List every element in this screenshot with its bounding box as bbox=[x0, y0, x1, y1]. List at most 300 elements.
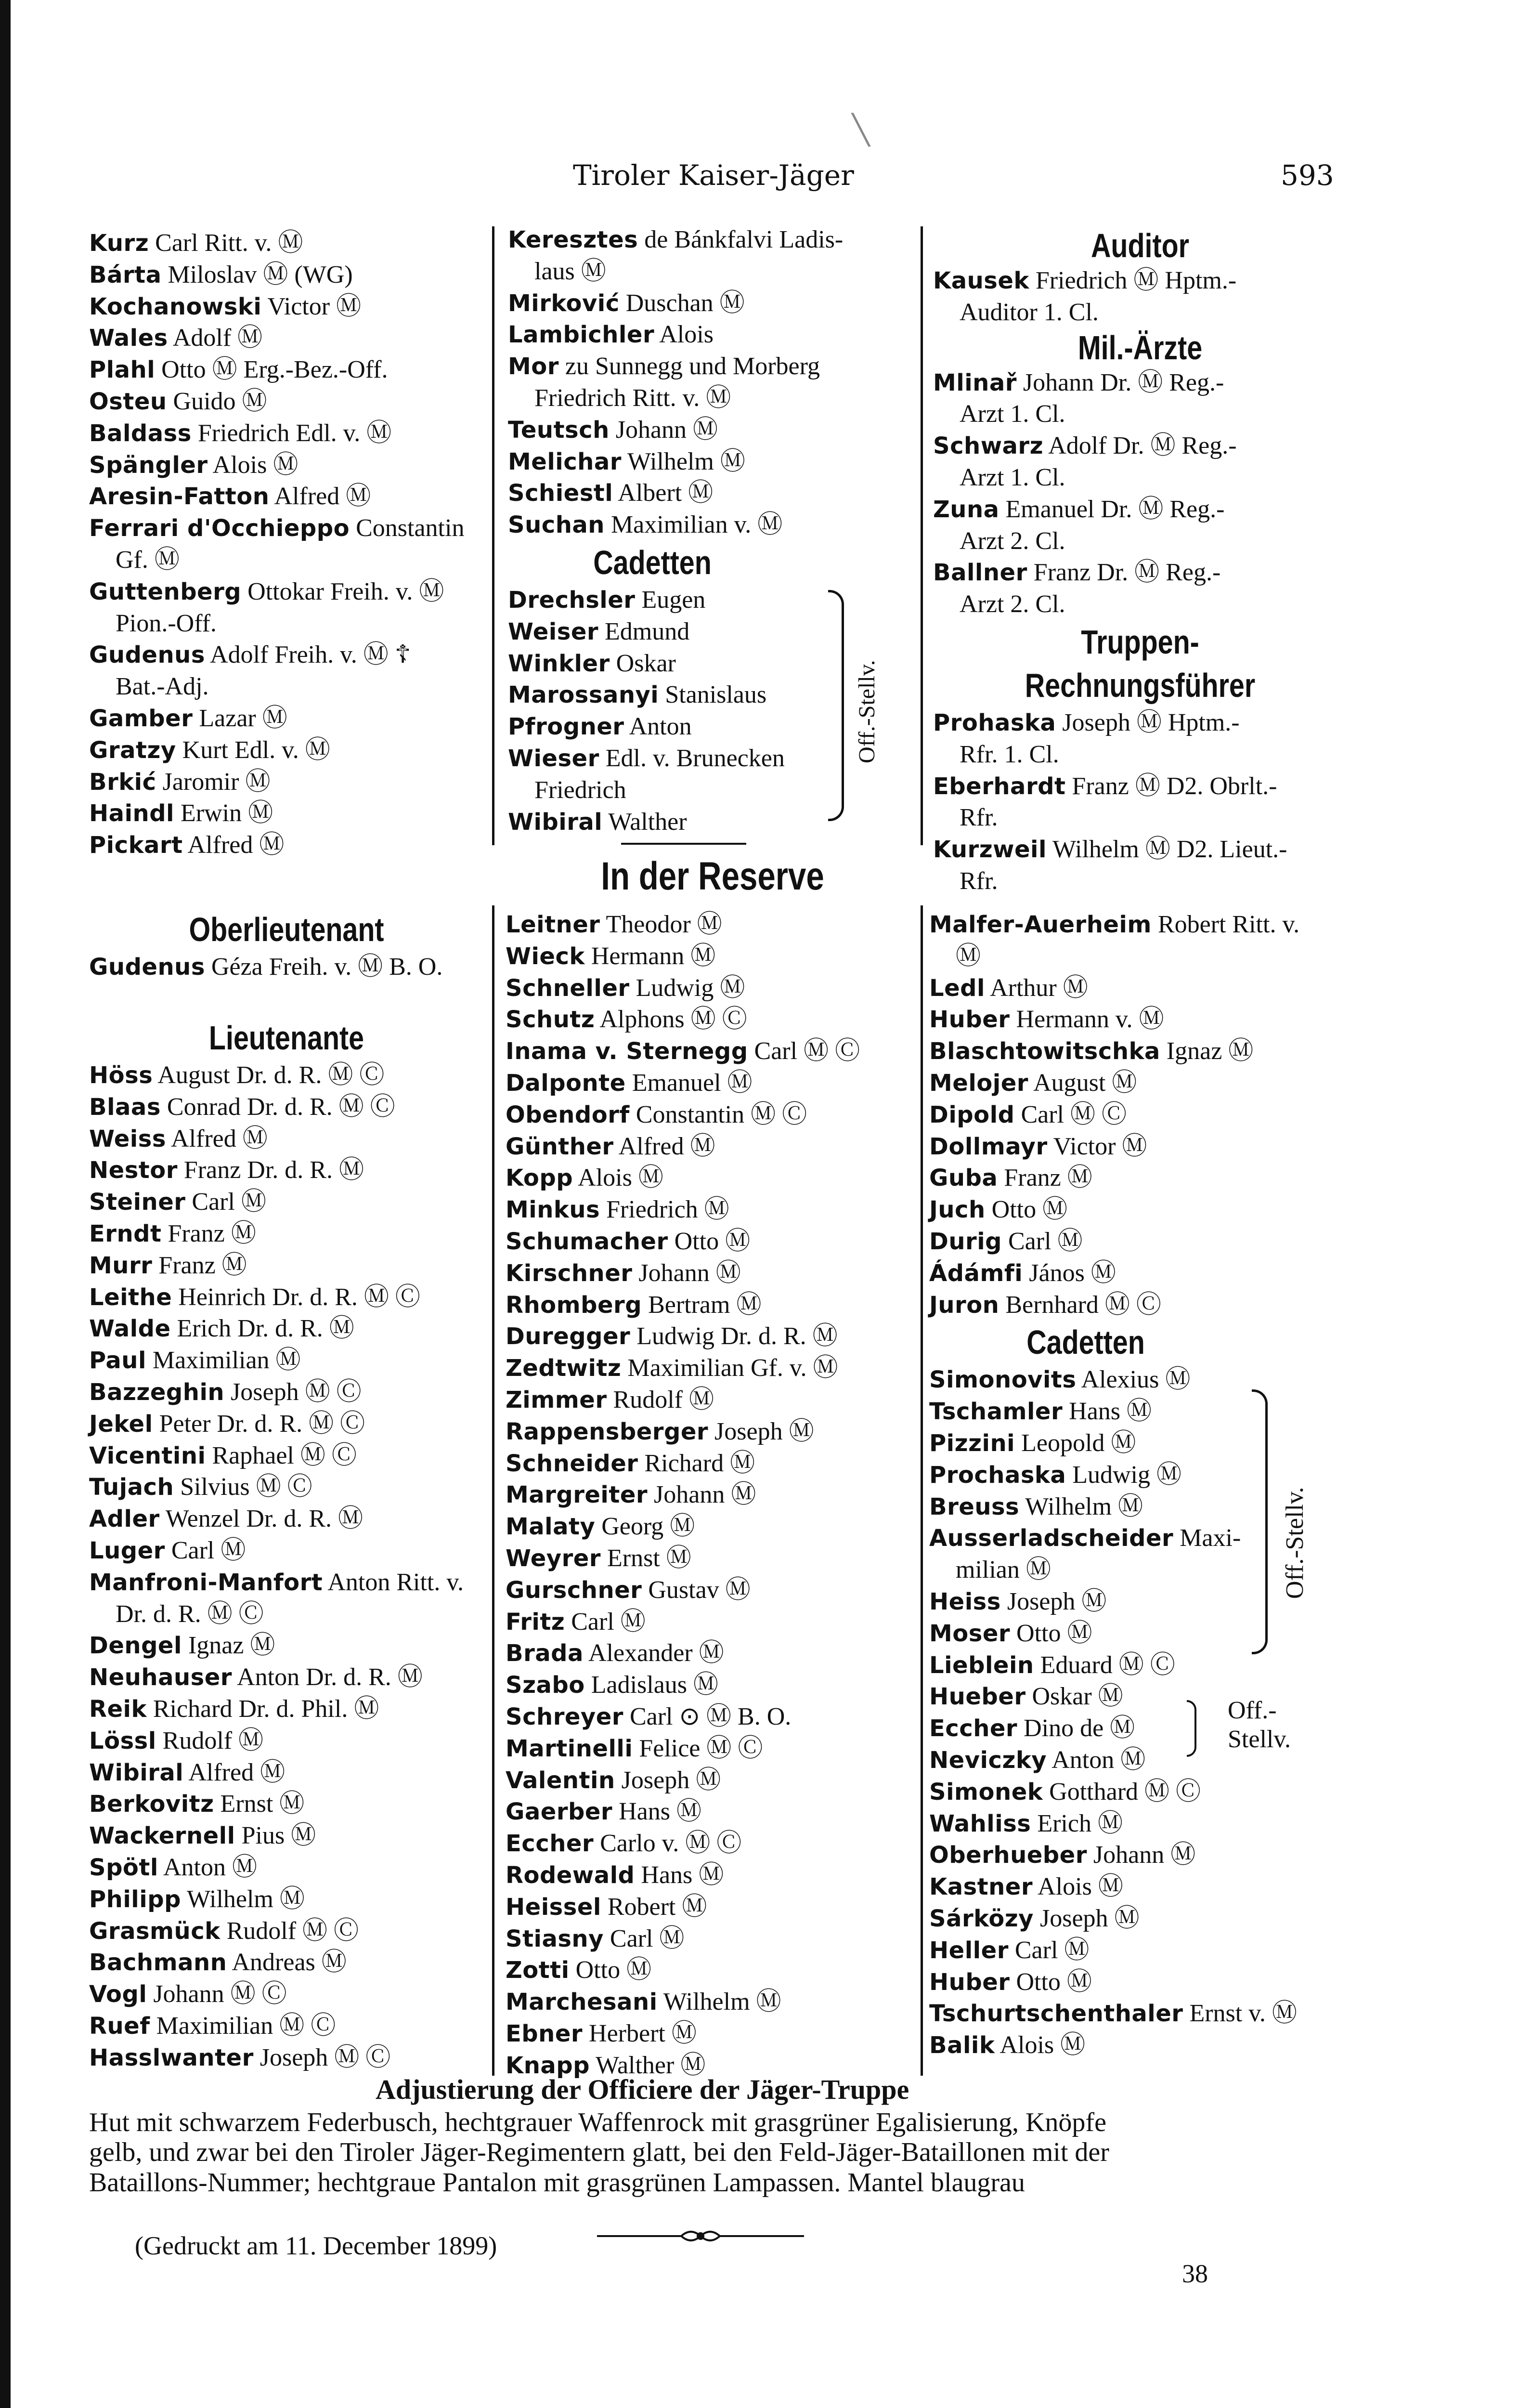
entry-detail: Franz Ⓜ bbox=[161, 1219, 256, 1247]
footer-line-1: Hut mit schwarzem Federbusch, hechtgrauer Waffenrock mit grasgrüner Egalisierung, Knöpfe bbox=[89, 2107, 1106, 2137]
surname: Martinelli bbox=[506, 1735, 633, 1762]
list-item bbox=[929, 1649, 1353, 1681]
list-item bbox=[89, 766, 484, 798]
surname: Juch bbox=[929, 1196, 986, 1224]
entry-detail: Hermann Ⓜ bbox=[584, 942, 716, 970]
entry-detail: Adolf Dr. Ⓜ Reg.- bbox=[1043, 432, 1237, 460]
list-item bbox=[506, 1035, 929, 1067]
surname: Valentin bbox=[506, 1767, 615, 1794]
list-item bbox=[89, 1345, 484, 1376]
surname: Vogl bbox=[89, 1981, 147, 2008]
surname: Winkler bbox=[508, 650, 610, 677]
list-item bbox=[929, 1935, 1353, 1966]
surname: Huber bbox=[929, 1006, 1010, 1034]
list-item bbox=[929, 1162, 1353, 1194]
surname: Wahliss bbox=[929, 1810, 1031, 1837]
list-item bbox=[929, 1226, 1353, 1257]
column-1-lieutenante bbox=[89, 1016, 484, 2074]
list-item bbox=[506, 1321, 929, 1352]
entry-detail: Franz Dr. Ⓜ Reg.- bbox=[1027, 559, 1221, 587]
list-item bbox=[89, 1186, 484, 1218]
entry-detail: Carl Ⓜ Ⓒ bbox=[748, 1037, 860, 1065]
list-item bbox=[929, 1004, 1353, 1035]
surname: Günther bbox=[506, 1133, 614, 1160]
column-divider bbox=[921, 905, 923, 2076]
surname: Eccher bbox=[929, 1715, 1018, 1742]
surname: Gaerber bbox=[506, 1798, 613, 1826]
entry-detail: Guido Ⓜ bbox=[167, 387, 267, 415]
entry-detail: Wilhelm Ⓜ bbox=[1019, 1492, 1143, 1520]
entry-detail: Erich Dr. d. R. Ⓜ bbox=[170, 1315, 354, 1343]
surname: Schutz bbox=[506, 1006, 595, 1034]
surname: Moser bbox=[929, 1620, 1011, 1647]
entry-detail: Ludwig Ⓜ bbox=[1066, 1461, 1181, 1489]
list-item bbox=[929, 1839, 1353, 1871]
list-item bbox=[89, 1154, 484, 1186]
surname: Zedtwitz bbox=[506, 1355, 622, 1382]
entry-detail: Maximilian Gf. v. Ⓜ bbox=[621, 1354, 838, 1382]
list-item-continuation bbox=[89, 671, 484, 703]
surname: Erndt bbox=[89, 1220, 162, 1247]
surname: Ádámfi bbox=[929, 1259, 1023, 1287]
surname: Wibiral bbox=[508, 808, 603, 836]
list-item bbox=[506, 1701, 929, 1733]
surname: Wieser bbox=[508, 745, 599, 772]
list-item bbox=[89, 322, 484, 354]
surname: Lössl bbox=[89, 1727, 156, 1754]
entry-detail: Johann Ⓜ bbox=[609, 416, 718, 444]
surname: Juron bbox=[929, 1291, 1000, 1319]
list-item bbox=[506, 1637, 929, 1669]
entry-detail: Ottokar Freih. v. Ⓜ bbox=[241, 577, 444, 605]
entry-detail: Joseph Ⓜ bbox=[615, 1766, 721, 1794]
list-item bbox=[89, 227, 484, 259]
cadetten-brace bbox=[828, 590, 844, 821]
list-item bbox=[508, 509, 922, 541]
surname: Spötl bbox=[89, 1854, 158, 1881]
entry-detail: Alois Ⓜ bbox=[1033, 1873, 1123, 1901]
list-item bbox=[89, 1282, 484, 1313]
surname: Tschamler bbox=[929, 1398, 1063, 1426]
list-item bbox=[89, 1060, 484, 1091]
surname: Blaschtowitschka bbox=[929, 1038, 1160, 1065]
surname: Lambichler bbox=[508, 321, 655, 349]
surname: Breuss bbox=[929, 1493, 1020, 1520]
list-item bbox=[933, 771, 1347, 802]
section-title-in-der-reserve: In der Reserve bbox=[601, 854, 824, 898]
surname: Prohaska bbox=[933, 709, 1056, 736]
surname: Weyrer bbox=[506, 1544, 601, 1572]
signature-number: 38 bbox=[1182, 2259, 1208, 2288]
entry-detail: Joseph Ⓜ Hptm.- bbox=[1056, 708, 1240, 736]
entry-detail: Kurt Edl. v. Ⓜ bbox=[176, 736, 330, 764]
list-item bbox=[506, 1289, 929, 1321]
surname: Bazzeghin bbox=[89, 1378, 225, 1406]
surname: Mirković bbox=[508, 289, 620, 317]
list-item bbox=[506, 1891, 929, 1923]
entry-detail: Franz Ⓜ bbox=[152, 1251, 247, 1279]
entry-detail: Ernst Ⓜ bbox=[214, 1790, 305, 1818]
list-item bbox=[929, 2029, 1353, 2061]
entry-detail: August Dr. d. R. Ⓜ Ⓒ bbox=[153, 1061, 385, 1089]
entry-detail: Pion.-Off. bbox=[116, 609, 217, 637]
list-item bbox=[89, 1471, 484, 1503]
ornament-icon bbox=[597, 2226, 804, 2246]
section-title-truppen-rechnungsfuehrer: Truppen-Rechnungsführer bbox=[1025, 623, 1256, 704]
entry-detail: Georg Ⓜ bbox=[595, 1513, 695, 1541]
surname: Weiss bbox=[89, 1125, 166, 1152]
list-item bbox=[929, 1257, 1353, 1289]
surname: Marossanyi bbox=[508, 681, 659, 709]
surname: Kopp bbox=[506, 1165, 573, 1192]
surname: Sárközy bbox=[929, 1905, 1034, 1932]
surname: Hasslwanter bbox=[89, 2044, 254, 2071]
page-number: 593 bbox=[1281, 159, 1334, 192]
entry-detail: Constantin Ⓜ Ⓒ bbox=[629, 1100, 807, 1128]
list-item bbox=[929, 1131, 1353, 1163]
entry-detail: Wilhelm Ⓜ bbox=[181, 1885, 305, 1913]
entry-detail: Silvius Ⓜ Ⓒ bbox=[174, 1473, 312, 1501]
entry-detail: Joseph Ⓜ bbox=[1033, 1904, 1140, 1932]
surname: Hueber bbox=[929, 1683, 1026, 1711]
list-item bbox=[89, 1250, 484, 1282]
list-item bbox=[89, 1947, 484, 1978]
list-item bbox=[929, 1194, 1353, 1226]
list-item bbox=[929, 1998, 1353, 2029]
list-item bbox=[508, 616, 922, 648]
separator-rule bbox=[621, 843, 746, 845]
surname: Mlinař bbox=[933, 369, 1017, 396]
entry-detail: Ernst v. Ⓜ bbox=[1183, 2000, 1297, 2028]
entry-detail: Wilhelm Ⓜ D2. Lieut.- bbox=[1046, 836, 1287, 864]
list-item bbox=[929, 1289, 1353, 1321]
list-item bbox=[933, 834, 1347, 865]
entry-detail: Ladislaus Ⓜ bbox=[584, 1671, 719, 1699]
list-item bbox=[506, 1479, 929, 1511]
surname: Nestor bbox=[89, 1157, 178, 1184]
surname: Dipold bbox=[929, 1101, 1015, 1128]
entry-detail: Carlo v. Ⓜ Ⓒ bbox=[594, 1830, 742, 1858]
list-item bbox=[89, 798, 484, 829]
list-item bbox=[933, 557, 1347, 589]
entry-detail: Maxi- bbox=[1173, 1524, 1241, 1552]
list-item bbox=[89, 259, 484, 291]
entry-detail: Anton Ⓜ bbox=[1047, 1746, 1146, 1774]
entry-detail: Alexius Ⓜ bbox=[1076, 1366, 1191, 1394]
entry-detail: János Ⓜ bbox=[1023, 1259, 1116, 1287]
list-item bbox=[89, 1091, 484, 1123]
list-item bbox=[506, 1574, 929, 1606]
entry-detail: Wilhelm Ⓜ bbox=[657, 1988, 781, 2016]
entry-detail: Robert Ⓜ bbox=[601, 1893, 707, 1921]
list-item bbox=[929, 1035, 1353, 1067]
entry-detail: Albert Ⓜ bbox=[613, 479, 714, 507]
entry-detail: Pius Ⓜ bbox=[235, 1822, 316, 1850]
entry-detail: Friedrich Edl. v. Ⓜ bbox=[191, 419, 392, 447]
surname: Ebner bbox=[506, 2020, 583, 2047]
entry-detail: Johann Ⓜ bbox=[1087, 1841, 1196, 1869]
list-item-continuation bbox=[933, 297, 1347, 328]
list-item bbox=[929, 1618, 1353, 1649]
entry-detail: Robert Ritt. v. bbox=[1151, 911, 1300, 938]
surname: Rodewald bbox=[506, 1861, 635, 1889]
surname: Osteu bbox=[89, 388, 167, 415]
entry-detail: Joseph Ⓜ bbox=[708, 1417, 814, 1445]
surname: Mor bbox=[508, 353, 559, 380]
page-header-title: Tiroler Kaiser-Jäger bbox=[573, 159, 854, 192]
entry-detail: Hans Ⓜ bbox=[1063, 1398, 1152, 1426]
column-2-reserve bbox=[506, 909, 929, 2081]
surname: Berkovitz bbox=[89, 1791, 214, 1818]
entry-detail: Bertram Ⓜ bbox=[642, 1291, 762, 1319]
surname: Schwarz bbox=[933, 432, 1044, 460]
entry-detail: de Bánkfalvi Ladis- bbox=[638, 226, 844, 253]
surname: Dollmayr bbox=[929, 1133, 1048, 1160]
list-item bbox=[89, 829, 484, 861]
entry-detail: Alfred Ⓜ bbox=[166, 1125, 268, 1152]
list-item bbox=[89, 1535, 484, 1567]
surname: Wales bbox=[89, 325, 168, 352]
entry-detail: Carl ⊙ Ⓜ B. O. bbox=[623, 1702, 792, 1730]
list-item bbox=[89, 1218, 484, 1250]
list-item bbox=[89, 703, 484, 734]
list-item bbox=[929, 1808, 1353, 1840]
surname: Schumacher bbox=[506, 1228, 668, 1255]
entry-detail: Richard Dr. d. Phil. Ⓜ bbox=[146, 1695, 379, 1723]
footer-line-3: Bataillons-Nummer; hechtgraue Pantalon mit grasgrünen Lampassen. Mantel blaugrau bbox=[89, 2168, 1025, 2198]
surname: Fritz bbox=[506, 1608, 565, 1636]
entry-detail: Ignaz Ⓜ bbox=[1160, 1037, 1254, 1065]
surname: Dalponte bbox=[506, 1069, 626, 1097]
entry-detail: August Ⓜ bbox=[1028, 1069, 1137, 1097]
entry-detail: Friedrich Ⓜ bbox=[600, 1196, 729, 1224]
surname: Vicentini bbox=[89, 1442, 206, 1469]
entry-detail: laus Ⓜ bbox=[534, 257, 606, 285]
list-item bbox=[89, 481, 484, 512]
entry-detail: Géza Freih. v. Ⓜ B. O. bbox=[205, 953, 443, 981]
list-item bbox=[89, 354, 484, 386]
surname: Bachmann bbox=[89, 1949, 227, 1976]
entry-detail: Leopold Ⓜ bbox=[1015, 1429, 1136, 1457]
entry-detail: Miloslav Ⓜ (WG) bbox=[161, 261, 353, 288]
cadetten-reserve-brace-label: Off.-Stellv. bbox=[1281, 1487, 1309, 1599]
entry-detail: Otto Ⓜ bbox=[1010, 1619, 1092, 1647]
surname: Simonek bbox=[929, 1778, 1043, 1806]
scan-edge bbox=[0, 0, 11, 2408]
entry-detail: Friedrich bbox=[534, 776, 626, 804]
surname: Plahl bbox=[89, 356, 156, 384]
surname: Gudenus bbox=[89, 641, 205, 669]
surname: Brkić bbox=[89, 768, 156, 796]
list-item bbox=[506, 1606, 929, 1638]
list-item bbox=[506, 972, 929, 1004]
column-divider bbox=[921, 226, 923, 845]
surname: Eccher bbox=[506, 1830, 594, 1858]
entry-detail: Arzt 1. Cl. bbox=[960, 463, 1065, 491]
surname: Szabo bbox=[506, 1672, 585, 1699]
entry-detail: milian Ⓜ bbox=[956, 1556, 1051, 1584]
entry-detail: Auditor 1. Cl. bbox=[960, 298, 1099, 326]
entry-detail: Arthur Ⓜ bbox=[985, 974, 1088, 1002]
entry-detail: Wilhelm Ⓜ bbox=[621, 447, 745, 475]
surname: Dengel bbox=[89, 1632, 182, 1660]
surname: Zimmer bbox=[506, 1386, 607, 1413]
surname: Duregger bbox=[506, 1323, 631, 1350]
list-item-continuation bbox=[933, 739, 1347, 771]
list-item bbox=[506, 1733, 929, 1765]
entry-detail: Arzt 2. Cl. bbox=[960, 590, 1065, 618]
list-item bbox=[506, 1828, 929, 1859]
entry-detail: Otto Ⓜ Erg.-Bez.-Off. bbox=[155, 356, 388, 384]
list-item bbox=[89, 1376, 484, 1408]
surname: Baldass bbox=[89, 419, 192, 447]
list-item bbox=[89, 418, 484, 449]
surname: Pickart bbox=[89, 832, 183, 859]
surname: Kausek bbox=[933, 267, 1029, 294]
entry-detail: Walther Ⓜ bbox=[589, 2051, 706, 2079]
surname: Paul bbox=[89, 1347, 146, 1374]
list-item bbox=[89, 1630, 484, 1662]
surname: Heiss bbox=[929, 1588, 1001, 1615]
entry-detail: Victor Ⓜ bbox=[261, 292, 362, 320]
list-item-continuation bbox=[933, 525, 1347, 557]
surname: Ausserladscheider bbox=[929, 1525, 1174, 1552]
list-item bbox=[929, 1427, 1353, 1459]
list-item bbox=[89, 512, 484, 544]
list-item bbox=[508, 446, 922, 478]
entry-detail: Arzt 2. Cl. bbox=[960, 527, 1065, 555]
section-title-lieutenante: Lieutenante bbox=[208, 1019, 364, 1057]
list-item bbox=[506, 1226, 929, 1257]
surname: Leitner bbox=[506, 911, 600, 938]
entry-detail: Gotthard Ⓜ Ⓒ bbox=[1043, 1778, 1201, 1806]
entry-detail: Johann Ⓜ bbox=[632, 1259, 741, 1287]
surname: Melojer bbox=[929, 1069, 1028, 1097]
entry-detail: Joseph Ⓜ Ⓒ bbox=[253, 2043, 391, 2071]
list-item bbox=[89, 1852, 484, 1884]
entry-detail: Oskar Ⓜ bbox=[1026, 1683, 1123, 1711]
list-item bbox=[89, 1408, 484, 1440]
entry-detail: Rudolf Ⓜ bbox=[607, 1386, 714, 1413]
entry-detail: Carl Ⓜ Ⓒ bbox=[1014, 1100, 1127, 1128]
entry-detail: Eduard Ⓜ Ⓒ bbox=[1034, 1651, 1175, 1679]
list-item-continuation bbox=[89, 1598, 484, 1630]
section-title-cadetten-reserve: Cadetten bbox=[1026, 1323, 1145, 1361]
entry-detail: Alfred Ⓜ bbox=[613, 1132, 715, 1160]
surname: Kurzweil bbox=[933, 836, 1047, 864]
entry-detail: Bernhard Ⓜ Ⓒ bbox=[999, 1291, 1161, 1319]
surname: Huber bbox=[929, 1968, 1010, 1996]
list-item bbox=[508, 414, 922, 446]
entry-detail: Maximilian Ⓜ Ⓒ bbox=[150, 2012, 336, 2040]
surname: Prochaska bbox=[929, 1461, 1066, 1489]
list-item bbox=[929, 1776, 1353, 1808]
surname: Zotti bbox=[506, 1957, 570, 1984]
list-item bbox=[506, 1765, 929, 1796]
entry-detail: Carl Ⓜ bbox=[1008, 1936, 1090, 1964]
surname: Leithe bbox=[89, 1283, 172, 1311]
surname: Blaas bbox=[89, 1093, 161, 1121]
list-item bbox=[506, 1257, 929, 1289]
surname: Weiser bbox=[508, 618, 599, 645]
list-item bbox=[89, 1978, 484, 2010]
surname: Suchan bbox=[508, 511, 605, 539]
list-item-continuation bbox=[929, 941, 1353, 972]
surname: Manfroni-Manfort bbox=[89, 1569, 323, 1596]
surname: Melichar bbox=[508, 448, 622, 475]
surname: Simonovits bbox=[929, 1366, 1077, 1394]
surname: Tschurtschenthaler bbox=[929, 2000, 1183, 2028]
list-item bbox=[933, 265, 1347, 297]
entry-detail: Friedrich Ⓜ Hptm.- bbox=[1029, 267, 1237, 294]
section-title-oberlieutenant: Oberlieutenant bbox=[189, 911, 384, 948]
surname: Minkus bbox=[506, 1196, 600, 1224]
surname: Ruef bbox=[89, 2012, 150, 2040]
list-item bbox=[89, 2010, 484, 2042]
list-item bbox=[506, 1954, 929, 1986]
list-item bbox=[89, 1820, 484, 1852]
entry-detail: Carl Ⓜ bbox=[165, 1536, 246, 1564]
list-item bbox=[506, 1543, 929, 1574]
surname: Guba bbox=[929, 1165, 998, 1192]
entry-detail: Gustav Ⓜ bbox=[642, 1576, 751, 1604]
small-brace-label bbox=[1228, 1696, 1291, 1754]
list-item-continuation bbox=[933, 802, 1347, 834]
list-item bbox=[929, 1067, 1353, 1099]
surname: Heissel bbox=[506, 1893, 601, 1921]
surname: Obendorf bbox=[506, 1101, 630, 1128]
list-item bbox=[508, 224, 922, 256]
surname: Teutsch bbox=[508, 416, 610, 444]
entry-detail: Alois Ⓜ bbox=[995, 2031, 1086, 2059]
surname: Lieblein bbox=[929, 1651, 1034, 1679]
entry-detail: Dino de Ⓜ bbox=[1017, 1714, 1135, 1742]
list-item bbox=[506, 2018, 929, 2050]
surname: Jekel bbox=[89, 1410, 153, 1438]
entry-detail: Rudolf Ⓜ bbox=[156, 1727, 264, 1754]
list-item-continuation bbox=[508, 774, 922, 806]
surname: Aresin-Fatton bbox=[89, 483, 270, 510]
surname: Kirschner bbox=[506, 1259, 633, 1287]
surname: Neuhauser bbox=[89, 1664, 232, 1691]
entry-detail: Ludwig Dr. d. R. Ⓜ bbox=[630, 1322, 838, 1350]
list-item-continuation bbox=[933, 398, 1347, 430]
list-item bbox=[89, 639, 484, 671]
list-item-continuation bbox=[508, 256, 922, 288]
list-item bbox=[508, 351, 922, 382]
surname: Malfer-Auerheim bbox=[929, 911, 1152, 938]
entry-detail: Ignaz Ⓜ bbox=[182, 1632, 275, 1660]
surname: Spängler bbox=[89, 451, 208, 479]
list-item bbox=[929, 1364, 1353, 1396]
entry-detail: Rudolf Ⓜ Ⓒ bbox=[220, 1917, 359, 1945]
surname: Kochanowski bbox=[89, 293, 262, 320]
surname: Bárta bbox=[89, 261, 162, 288]
entry-detail: Alfred Ⓜ bbox=[183, 1758, 286, 1786]
column-divider bbox=[492, 905, 494, 2076]
surname: Rhomberg bbox=[506, 1291, 642, 1319]
entry-detail: Erich Ⓜ bbox=[1031, 1809, 1123, 1837]
list-item bbox=[933, 430, 1347, 462]
list-item bbox=[89, 1788, 484, 1820]
footer-title: Adjustierung der Officiere der Jäger-Truppe bbox=[376, 2074, 909, 2105]
surname: Gudenus bbox=[89, 954, 205, 981]
column-1-top bbox=[89, 227, 484, 861]
surname: Murr bbox=[89, 1252, 153, 1279]
printed-date: (Gedruckt am 11. December 1899) bbox=[135, 2231, 497, 2260]
entry-detail: Alfred Ⓜ bbox=[269, 483, 371, 510]
list-item bbox=[506, 1067, 929, 1099]
